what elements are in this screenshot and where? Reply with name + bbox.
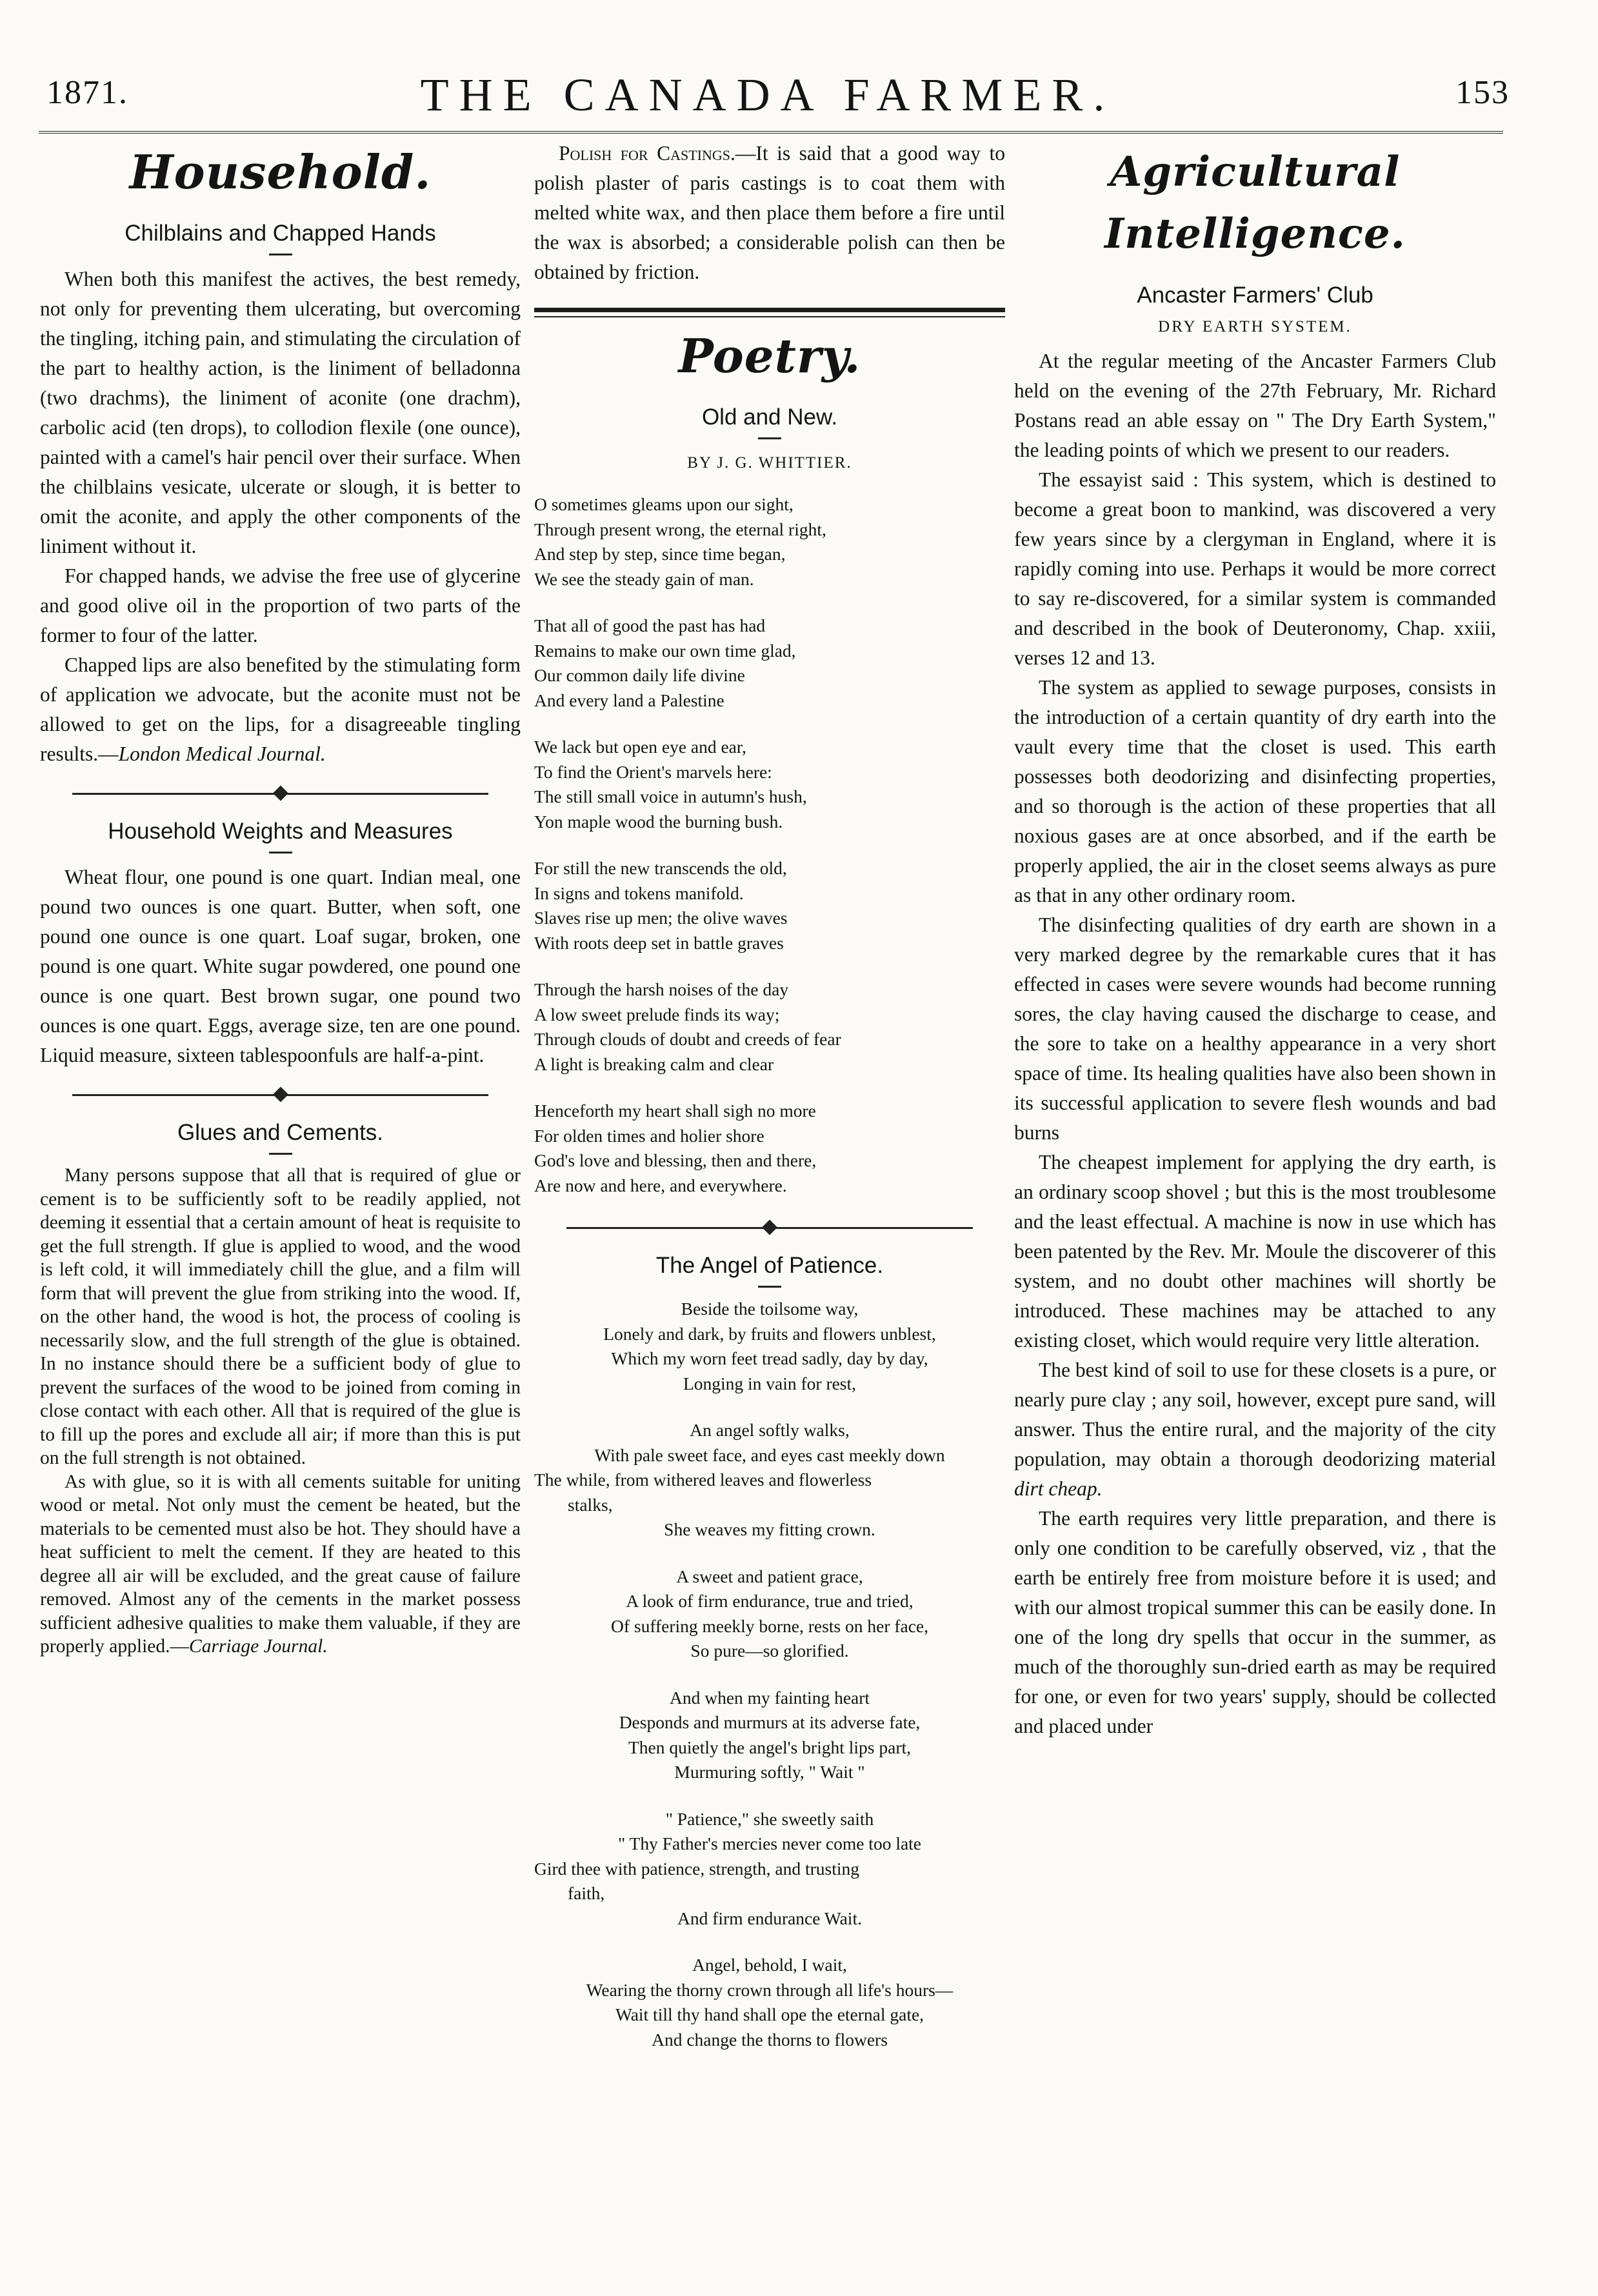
- old-new-title: Old and New.: [701, 404, 838, 430]
- masthead: [26, 59, 1510, 130]
- stanza: [534, 492, 1005, 592]
- poem-line: God's love and blessing, then and there,: [534, 1150, 817, 1170]
- poem-line: We see the steady gain of man.: [534, 568, 754, 589]
- poem-line: A look of firm endurance, true and tried,: [626, 1591, 914, 1611]
- chilblains-paragraph-2: For chapped hands, we advise the free use of glycerine and good olive oil in the proportion of two parts of the former to four of the latter.: [40, 564, 521, 646]
- poem-line: Wearing the thorny crown through all life's hours—: [586, 1979, 954, 2000]
- poem-line: And step by step, since time began,: [534, 544, 786, 564]
- polish-text: —It is said that a good way to polish plaster of paris castings is to coat them with melted white wax, and then place them before a fire until the wax is absorbed; a considerable polish can then be obtained by friction.: [534, 142, 1005, 283]
- poetry-heading: Poetry.: [678, 328, 861, 383]
- title-dash: [758, 437, 781, 439]
- poem-line: Lonely and dark, by fruits and flowers unblest,: [603, 1323, 936, 1344]
- poem-line: A low sweet prelude finds its way;: [534, 1004, 780, 1024]
- angel-title: The Angel of Patience.: [655, 1253, 884, 1278]
- old-new-byline: BY J. G. WHITTIER.: [687, 454, 852, 472]
- club-paragraph-3: The system as applied to sewage purposes, consists in the introduction of a certain quantity of dry earth into the vault every time that the closet is used. This earth possesses both deodorizing and disinfecting properties, and so thorough is the action of these properties that all noxious gases are at once absorbed, and if the earth be properly applied, the air in the closet seems always as pure as that in any other ordinary room.: [1014, 676, 1496, 906]
- poem-line: Then quietly the angel's bright lips part,: [628, 1737, 911, 1757]
- poem-line: For still the new transcends the old,: [534, 858, 787, 878]
- poem-line: Of suffering meekly borne, rests on her face,: [610, 1615, 929, 1636]
- household-heading: Household.: [129, 145, 432, 199]
- poem-line: And change the thorns to flowers: [652, 2029, 888, 2050]
- column-poetry: [534, 139, 1005, 2074]
- poem-line: Remains to make our own time glad,: [534, 640, 796, 661]
- club-subtitle: DRY EARTH SYSTEM.: [1158, 318, 1352, 335]
- club-p6-text: The best kind of soil to use for these closets is a pure, or nearly pure clay ; any soil, however, except pure sand, will answer. Thus the entire rural, and the majority of the city population, may obtain a thorough deodorizing material: [1014, 1359, 1496, 1470]
- glues-paragraph-1: Many persons suppose that all that is required of glue or cement is to be sufficiently soft to be readily applied, not deeming it essential that a certain amount of heat is requisite to get the full strength. If glue is applied to wood, and the wood is left cold, it will immediately chill the glue, and a film will form that will prevent the glue from striking into the wood. If, on the other hand, the wood is hot, the process of cooling is necessarily slow, and the full strength of the glue is obtained. In no instance should there be a sufficient body of glue to prevent the surfaces of the wood to be joined from coming in close contact with each other. All that is required of the glue is to fill up the pores and exclude all air; if more than this is put on the full strength is not obtained.: [40, 1165, 521, 1468]
- poem-line: Which my worn feet tread sadly, day by day,: [611, 1348, 928, 1368]
- poem-line: Our common daily life divine: [534, 665, 745, 685]
- club-paragraph-5: The cheapest implement for applying the dry earth, is an ordinary scoop shovel ; but this is the most troublesome and the least effectual. A machine is now in use which has been patented by the Rev. Mr. Moule the discoverer of this system, and no doubt other machines will shortly be introduced. These machines may be attached to any existing closet, which would require very little alteration.: [1014, 1151, 1496, 1352]
- poem-line: faith,: [568, 1883, 605, 1903]
- poem-line: With roots deep set in battle graves: [534, 932, 784, 953]
- poem-line: Henceforth my heart shall sigh no more: [534, 1101, 816, 1121]
- poem-line: Angel, behold, I wait,: [692, 1955, 847, 1975]
- poem-line: So pure—so glorified.: [690, 1641, 849, 1661]
- club-paragraph-7: The earth requires very little preparation, and there is only one condition to be carefully observed, viz , that the earth be entirely free from moisture before it is used; and with our almost tropical summer this can be easily done. In one of the long dry spells that occur in the summer, as much of the thoroughly sun-dried earth as may be required for one, or even for two years' supply, should be collected and placed under: [1014, 1507, 1496, 1737]
- poem-line: O sometimes gleams upon our sight,: [534, 494, 794, 514]
- stanza: [534, 1564, 1005, 1664]
- section-divider: [72, 1087, 488, 1103]
- club-p6-emphasis: dirt cheap.: [1014, 1477, 1103, 1500]
- stanza: [534, 735, 1005, 834]
- glues-paragraph-2: [40, 1470, 521, 1659]
- polish-lead: Polish for Castings.: [559, 142, 735, 165]
- poem-line: Longing in vain for rest,: [683, 1373, 857, 1393]
- poem-line: Through the harsh noises of the day: [534, 979, 789, 999]
- club-paragraph-4: The disinfecting qualities of dry earth are shown in a very marked degree by the remarkable cures that it has effected in cases were severe wounds had become running sores, the clay having caused the discharge to cease, and the sore to take on a healthy appearance in a very short space of time. Its healing qualities have also been shown in its successful application to severe flesh wounds and bad burns: [1014, 913, 1496, 1144]
- poem-line: Desponds and murmurs at its adverse fate,: [619, 1712, 921, 1732]
- stanza: [534, 856, 1005, 955]
- title-dash: [269, 852, 292, 854]
- chilblains-p3-text: Chapped lips are also benefited by the stimulating form of application we advocate, but the aconite must not be allowed to get on the lips, for a disagreeable tingling results.—: [40, 654, 521, 765]
- poem-line: The while, from withered leaves and flowerless: [534, 1470, 872, 1490]
- poem-line: Are now and here, and everywhere.: [534, 1175, 787, 1195]
- title-dash: [758, 1286, 781, 1288]
- stanza: [534, 977, 1005, 1077]
- club-paragraph-6: [1014, 1355, 1496, 1504]
- poem-line: Gird thee with patience, strength, and trusting: [534, 1858, 860, 1879]
- stanza: [534, 1099, 1005, 1198]
- agricultural-heading: Agricultural Intelligence.: [1104, 148, 1406, 258]
- poem-line: That all of good the past has had: [534, 615, 766, 635]
- stanza: [534, 1686, 1005, 1785]
- poem-line: And firm endurance Wait.: [677, 1908, 862, 1928]
- poem-line: " Patience," she sweetly saith: [665, 1808, 874, 1829]
- poem-line: We lack but open eye and ear,: [534, 737, 746, 757]
- section-divider: [72, 786, 488, 801]
- title-dash: [269, 254, 292, 255]
- title-dash: [269, 1153, 292, 1155]
- weights-title: Household Weights and Measures: [108, 819, 453, 844]
- poem-line: " Thy Father's mercies never come too late: [617, 1833, 922, 1853]
- section-divider: [566, 1220, 973, 1235]
- stanza: [534, 1297, 1005, 1396]
- poem-line: In signs and tokens manifold.: [534, 883, 744, 903]
- poem-line: Slaves rise up men; the olive waves: [534, 908, 788, 928]
- masthead-rule: [39, 131, 1503, 134]
- chilblains-paragraph-1: When both this manifest the actives, the best remedy, not only for preventing them ulcerating, but overcoming the tingling, itching pain, and stimulating the circulation of the part to healthy action, is the liniment of belladonna (two drachms), the liniment of aconite (one drachm), carbolic acid (ten drops), to collodion flexile (one ounce), painted with a camel's hair pencil over their surface. When the chilblains vesicate, ulcerate or slough, it is better to omit the aconite, and apply the other components of the liniment without it.: [40, 268, 521, 557]
- masthead-year: 1871.: [46, 74, 128, 111]
- poem-line: And when my fainting heart: [669, 1687, 870, 1708]
- poem-line: An angel softly walks,: [690, 1420, 850, 1440]
- poem-line: Through clouds of doubt and creeds of fear: [534, 1029, 841, 1049]
- poem-line: To find the Orient's marvels here:: [534, 761, 772, 782]
- glues-title: Glues and Cements.: [177, 1120, 384, 1145]
- poem-line: Through present wrong, the eternal right,: [534, 519, 826, 539]
- poem-line: With pale sweet face, and eyes cast meekly down: [594, 1444, 945, 1465]
- poem-line: Beside the toilsome way,: [681, 1299, 859, 1319]
- chilblains-paragraph-3: [40, 650, 521, 769]
- weights-paragraph: Wheat flour, one pound is one quart. Indian meal, one pound two ounces is one quart. Butter, when soft, one pound one ounce is one quart. Loaf sugar, broken, one pound is one quart. White sugar powdered, one pound one ounce is one quart. Best brown sugar, one pound two ounces is one quart. Eggs, average size, ten are one pound. Liquid measure, sixteen tablespoonfuls are half-a-pint.: [40, 866, 521, 1066]
- glues-p2-text: As with glue, so it is with all cements suitable for uniting wood or metal. Not only must the cement be heated, but the materials to be cemented must also be hot. They should have a heat sufficient to melt the cement. If they are heated to this degree all air will be excluded, and the great cause of failure removed. Almost any of the cements in the market possess sufficient adhesive qualities to make them valuable, if they are properly applied.—: [40, 1471, 521, 1657]
- club-paragraph-2: The essayist said : This system, which is destined to become a great boon to mankind, was discovered a very few years since by a clergyman in England, where it is rapidly coming into use. Perhaps it would be more correct to say re-discovered, for a similar system is commanded and described in the book of Deuteronomy, Chap. xxiii, verses 12 and 13.: [1014, 468, 1496, 669]
- column-household: [40, 139, 521, 1659]
- poem-line: A light is breaking calm and clear: [534, 1053, 774, 1074]
- poem-line: A sweet and patient grace,: [676, 1566, 863, 1586]
- glues-source: Carriage Journal.: [189, 1636, 328, 1657]
- chilblains-source: London Medical Journal.: [118, 743, 326, 765]
- stanza: [534, 1807, 1005, 1932]
- stanza: [534, 614, 1005, 713]
- poem-line: For olden times and holier shore: [534, 1125, 764, 1146]
- poem-line: Yon maple wood the burning bush.: [534, 811, 783, 832]
- section-rule-thin: [534, 316, 1005, 317]
- section-rule-thick: [534, 308, 1005, 312]
- club-title: Ancaster Farmers' Club: [1137, 283, 1373, 308]
- masthead-title: THE CANADA FARMER.: [420, 69, 1115, 121]
- poem-line: And every land a Palestine: [534, 690, 724, 710]
- club-paragraph-1: At the regular meeting of the Ancaster Farmers Club held on the evening of the 27th February, Mr. Richard Postans read an able essay on " The Dry Earth System," the leading points of which we present to our readers.: [1014, 350, 1496, 461]
- poem-line: The still small voice in autumn's hush,: [534, 786, 807, 806]
- stanza: [534, 1418, 1005, 1542]
- stanza: [534, 1953, 1005, 2052]
- column-agricultural: [1014, 139, 1496, 1741]
- poem-line: Murmuring softly, " Wait ": [674, 1762, 865, 1782]
- polish-paragraph: [534, 139, 1005, 287]
- poem-line: Wait till thy hand shall ope the eternal gate,: [615, 2004, 924, 2024]
- poem-line: She weaves my fitting crown.: [664, 1519, 875, 1539]
- poem-line: stalks,: [568, 1494, 613, 1515]
- poem-old-and-new: [534, 492, 1005, 1198]
- chilblains-title: Chilblains and Chapped Hands: [125, 221, 436, 246]
- poem-angel-of-patience: [534, 1297, 1005, 2052]
- page-number: 153: [1455, 74, 1510, 111]
